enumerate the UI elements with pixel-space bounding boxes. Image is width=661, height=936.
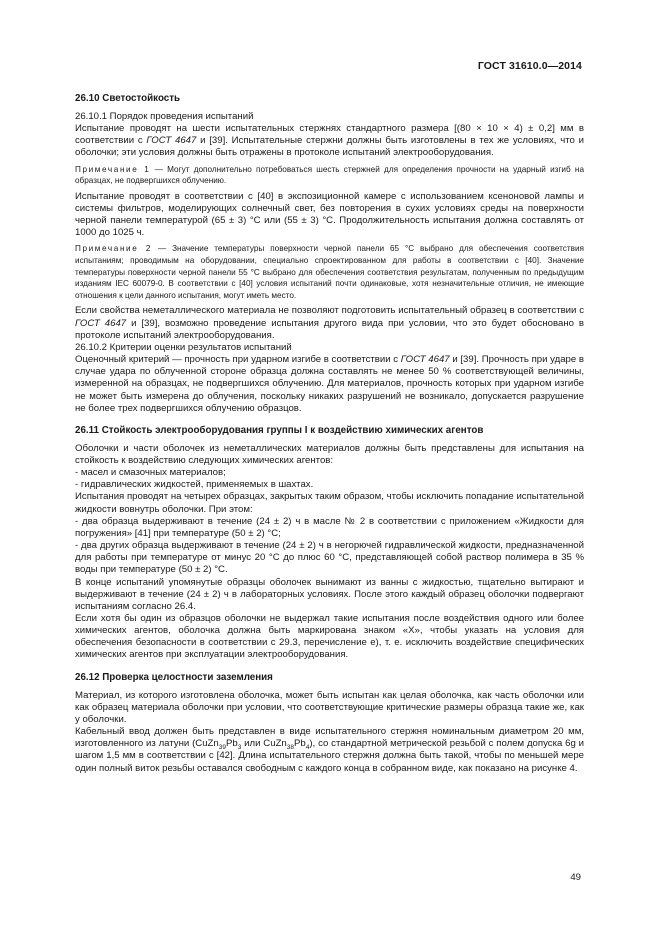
paragraph: Испытание проводят в соответствии с [40] в экспозиционной камере с использованием ксеноновой лампы и системы фильтров, моделирующих солнечный свет, без повторения в сухих условиях среды на поверхности черной панели температурой (65 ± 3) °С или (55 ± 3) °С. Продолжительность испытания должна составлять от 1000 до 1025 ч. (75, 190, 584, 239)
page-number: 49 (570, 872, 581, 883)
note-label: Примечание 1 (75, 164, 151, 174)
document-header: ГОСТ 31610.0—2014 (477, 60, 582, 72)
standard-reference: ГОСТ 4647 (400, 354, 450, 366)
paragraph: Если свойства неметаллического материала не позволяют подготовить испытательный образец в соответствии с ГОСТ 4647 и [39], возможно проведение испытания другого вида при условии, что это будет обосновано в протоколе испытаний электрооборудования. (75, 305, 584, 341)
document-body (75, 93, 584, 775)
list-item: - два образца выдерживают в течение (24 ± 2) ч в масле № 2 в соответствии с приложением «Жидкости для погружения» [41] при температуре (50 ± 2) °С; (75, 515, 584, 539)
subclause-26-10-2: 26.10.2 Критерии оценки результатов испытаний (75, 341, 292, 353)
paragraph: Материал, из которого изготовлена оболочка, может быть испытан как целая оболочка, как часть оболочки или как образец материала оболочки при условии, что соответствующие критические размеры образца такие же, как у оболочки. (75, 689, 584, 725)
paragraph: Если хотя бы один из образцов оболочки не выдержал такие испытания после воздействия одного или более химических агентов, оболочка должна быть маркирована знаком «X», чтобы указать на условия для обеспечения безопасности в соответствии с 29.3, перечисление е), т. е. исключить воздействие специфических химических агентов при эксплуатации электрооборудования. (75, 613, 584, 661)
note-label: Примечание 2 (75, 244, 153, 254)
standard-reference: ГОСТ 4647 (146, 135, 197, 147)
list-item: - два других образца выдерживают в течение (24 ± 2) ч в негорючей гидравлической жидкости, предназначенной для работы при температуре от минус 20 °С до плюс 60 °С, представляющей собой раствор полимера в 35 % воды при температуре (50 ± 2) °С. (75, 540, 584, 576)
note-2: Примечание 2 — Значение температуры поверхности черной панели 65 °С выбрано для обеспечения соответствия испытаниям; проводимым на оборудовании, специально спроектированном для работы в соответствии с [40]. Значение температуры поверхности черной панели 55 °С выбрано для обеспечения соответствия результатам, полученным по предыдущим изданиям IEC 60079-0. В соответствии с [40] условия испытаний почти одинаковые, хотя незначительные отличия, не имеющие отношения к цели данного испытания, могут иметь место. (75, 244, 584, 300)
standard-reference: ГОСТ 4647 (75, 317, 127, 329)
paragraph: Испытание проводят на шести испытательных стержнях стандартного размера [(80 × 10 × 4) ± 0,2] мм в соответствии с ГОСТ 4647 и [39]. Испытательные стержни должны быть изготовлены в тех же условиях, что и оболочки; эти условия должны быть отражены в протоколе испытаний электрооборудования. (75, 123, 584, 159)
list-item: - гидравлических жидкостей, применяемых в шахтах. (75, 479, 314, 491)
paragraph: В конце испытаний упомянутые образцы оболочек вынимают из ванны с жидкостью, тщательно вытирают и выдерживают в течение (24 ± 2) ч в лабораторных условиях. После этого каждый образец оболочки подвергают испытаниям согласно 26.4. (75, 576, 584, 612)
note-1: Примечание 1 — Могут дополнительно потребоваться шесть стержней для определения прочности на ударный изгиб на образцах, не подвергшихся облучению. (75, 164, 584, 186)
paragraph: Кабельный ввод должен быть представлен в виде испытательного стержня номинальным диаметром 20 мм, изготовленного из латуни ($CuZn_{39}Pb_3$ или $CuZn_{38}Pb_4$), со стандартной метрической резьбой с полем допуска 6g и шагом 1,5 мм в соответствии с [42]. Длина испытательного стержня должна быть такой, чтобы по меньшей мере один полный виток резьбы оставался свободным с каждого конца в собранном виде, как показано на рисунке 4. (75, 726, 585, 774)
paragraph: Оценочный критерий — прочность при ударном изгибе в соответствии с ГОСТ 4647 и [39]. Прочность при ударе в случае удара по облученной стороне образца должна составлять не менее 50 % соответствующей величины, измеренной на образцах, не подвергшихся облучению. Для материалов, прочность которых при ударном изгибе не может быть измерена до облучения, поскольку никаких разрушений не возникало, допускается разрушение не более трех подвергшихся облучению образцов. (75, 354, 585, 414)
paragraph: Оболочки и части оболочек из неметаллических материалов должны быть представлены для испытания на стойкость к воздействию следующих химических агентов: (75, 442, 584, 466)
subclause-26-10-1: 26.10.1 Порядок проведения испытаний (75, 111, 254, 122)
section-heading-26-12: 26.12 Проверка целостности заземления (75, 671, 273, 683)
section-heading-26-10: 26.10 Светостойкость (75, 93, 181, 104)
paragraph: Испытания проводят на четырех образцах, закрытых таким образом, чтобы исключить попадание испытательной жидкости вовнутрь оболочки. При этом: (75, 491, 584, 515)
list-item: - масел и смазочных материалов; (75, 467, 226, 479)
section-heading-26-11: 26.11 Стойкость электрооборудования группы I к воздействию химических агентов (75, 424, 484, 436)
